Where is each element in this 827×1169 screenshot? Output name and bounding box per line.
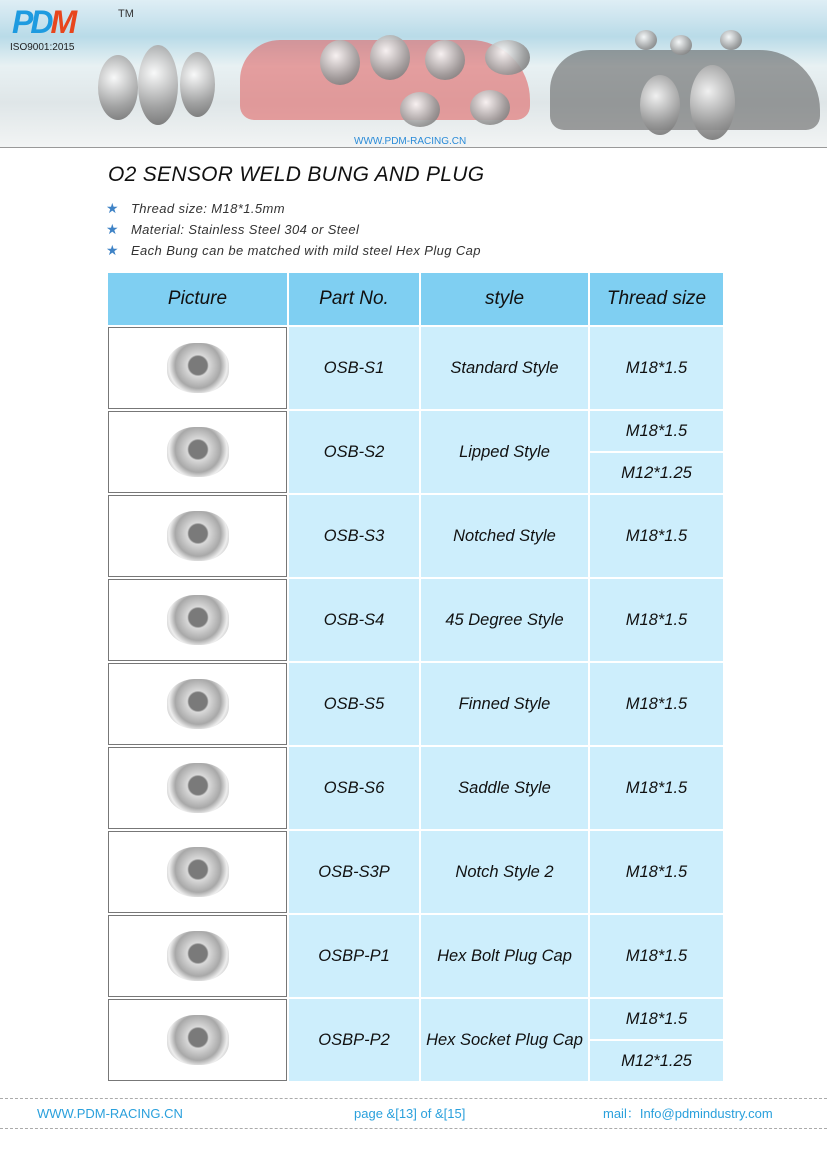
- header-thread-size: Thread size: [590, 273, 723, 325]
- part-number: OSB-S6: [289, 747, 419, 829]
- product-image: [167, 763, 229, 813]
- table-row: [108, 327, 723, 409]
- style-name: Hex Socket Plug Cap: [421, 999, 588, 1081]
- product-image: [167, 343, 229, 393]
- table-row: [108, 999, 723, 1039]
- iso-label: ISO9001:2015: [10, 42, 75, 53]
- black-car-image: [550, 50, 820, 130]
- page-number: page &[13] of &[15]: [354, 1106, 466, 1121]
- style-name: Notched Style: [421, 495, 588, 577]
- bullet-item: [106, 242, 481, 259]
- style-name: Standard Style: [421, 327, 588, 409]
- product-picture: [108, 327, 287, 409]
- star-icon: ★: [106, 200, 119, 216]
- clamp-image: [370, 35, 410, 80]
- style-name: 45 Degree Style: [421, 579, 588, 661]
- product-image: [167, 511, 229, 561]
- thread-size: M18*1.5: [590, 495, 723, 577]
- product-picture: [108, 495, 287, 577]
- page-title: O2 SENSOR WELD BUNG AND PLUG: [108, 163, 485, 186]
- bullet-item: [106, 200, 285, 217]
- footer-divider: [0, 1098, 827, 1099]
- product-image: [167, 595, 229, 645]
- style-name: Lipped Style: [421, 411, 588, 493]
- hanger-image: [470, 90, 510, 125]
- star-icon: ★: [106, 242, 119, 258]
- product-picture: [108, 915, 287, 997]
- product-picture: [108, 999, 287, 1081]
- thread-size: M18*1.5: [590, 663, 723, 745]
- style-name: Hex Bolt Plug Cap: [421, 915, 588, 997]
- clamp-image: [98, 55, 138, 120]
- footer-divider: [0, 1128, 827, 1129]
- bung-image: [635, 30, 657, 50]
- product-picture: [108, 579, 287, 661]
- style-name: Notch Style 2: [421, 831, 588, 913]
- table-row: [108, 831, 723, 913]
- flex-pipe-image: [690, 65, 735, 140]
- table-row: [108, 663, 723, 745]
- thread-size: M18*1.5: [590, 579, 723, 661]
- table-row: [108, 915, 723, 997]
- clamp-image: [180, 52, 215, 117]
- bullet-text: Each Bung can be matched with mild steel Hex Plug Cap: [130, 243, 481, 258]
- clamp-image: [320, 40, 360, 85]
- bullet-text: Thread size: M18*1.5mm: [130, 201, 285, 216]
- star-icon: ★: [106, 221, 119, 237]
- table-row: [108, 411, 723, 451]
- footer-website[interactable]: WWW.PDM-RACING.CN: [37, 1106, 183, 1121]
- part-number: OSB-S2: [289, 411, 419, 493]
- thread-size: M18*1.5: [590, 999, 723, 1039]
- pdm-logo: PDM: [12, 4, 75, 40]
- part-number: OSBP-P2: [289, 999, 419, 1081]
- clamp-image: [425, 40, 465, 80]
- part-number: OSB-S3: [289, 495, 419, 577]
- footer-email[interactable]: mail：Info@pdmindustry.com: [603, 1106, 773, 1121]
- bullet-text: Material: Stainless Steel 304 or Steel: [130, 222, 360, 237]
- product-table: [106, 271, 725, 1083]
- thread-size: M12*1.25: [590, 453, 723, 493]
- thread-size: M12*1.25: [590, 1041, 723, 1081]
- thread-size: M18*1.5: [590, 327, 723, 409]
- table-row: [108, 747, 723, 829]
- part-number: OSB-S1: [289, 327, 419, 409]
- part-number: OSB-S5: [289, 663, 419, 745]
- thread-size: M18*1.5: [590, 831, 723, 913]
- banner-url[interactable]: WWW.PDM-RACING.CN: [354, 136, 467, 147]
- style-name: Finned Style: [421, 663, 588, 745]
- bullet-item: [106, 221, 359, 238]
- flex-pipe-image: [640, 75, 680, 135]
- table-row: [108, 579, 723, 661]
- table-row: [108, 495, 723, 577]
- bung-image: [720, 30, 742, 50]
- clamp-image: [485, 40, 530, 75]
- thread-size: M18*1.5: [590, 747, 723, 829]
- product-picture: [108, 747, 287, 829]
- product-image: [167, 847, 229, 897]
- header-banner: [0, 0, 827, 148]
- product-picture: [108, 411, 287, 493]
- part-number: OSB-S3P: [289, 831, 419, 913]
- product-image: [167, 427, 229, 477]
- header-part-no: Part No.: [289, 273, 419, 325]
- style-name: Saddle Style: [421, 747, 588, 829]
- table-header-row: [108, 273, 723, 325]
- product-image: [167, 679, 229, 729]
- hanger-image: [400, 92, 440, 127]
- bung-image: [670, 35, 692, 55]
- product-picture: [108, 831, 287, 913]
- part-number: OSB-S4: [289, 579, 419, 661]
- product-image: [167, 1015, 229, 1065]
- header-style: style: [421, 273, 588, 325]
- header-picture: Picture: [108, 273, 287, 325]
- product-picture: [108, 663, 287, 745]
- part-number: OSBP-P1: [289, 915, 419, 997]
- product-image: [167, 931, 229, 981]
- trademark: TM: [118, 8, 134, 20]
- thread-size: M18*1.5: [590, 915, 723, 997]
- thread-size: M18*1.5: [590, 411, 723, 451]
- clamp-image: [138, 45, 178, 125]
